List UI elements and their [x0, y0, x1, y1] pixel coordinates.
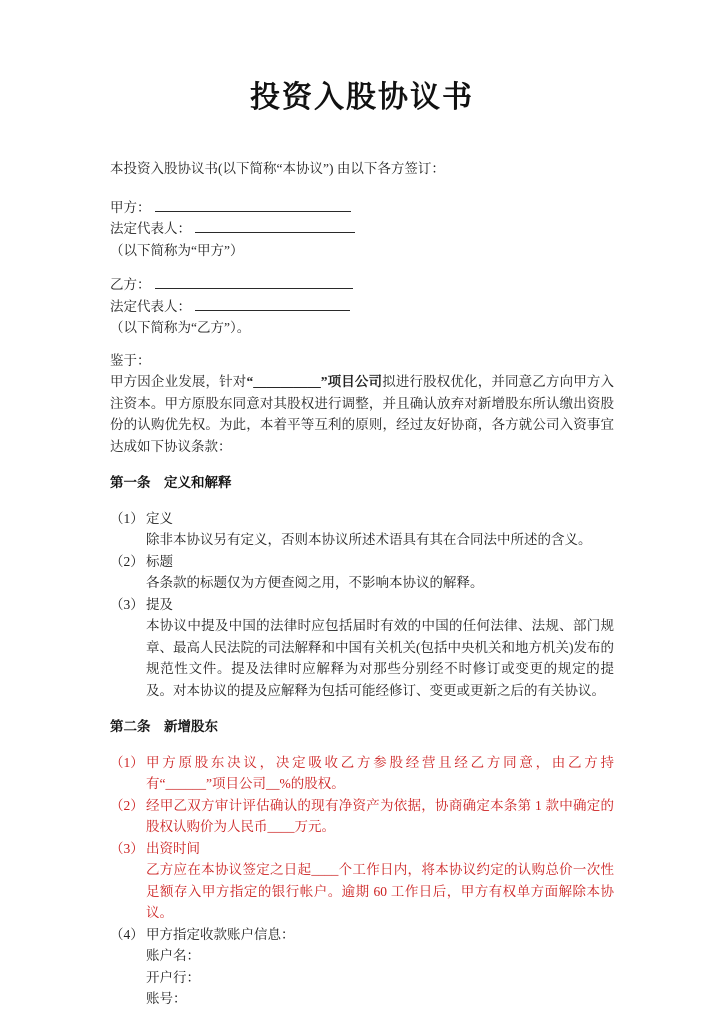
party-a-rep-label: 法定代表人： — [110, 221, 191, 236]
party-b-rep-label: 法定代表人： — [110, 298, 191, 314]
clause-2-2-number: （2） — [110, 797, 144, 813]
party-a-rep-blank — [195, 219, 355, 233]
clause-1-2-title: 标题 — [146, 553, 173, 569]
article-1-list — [110, 508, 614, 702]
clause-1-3-number: （3） — [110, 596, 144, 612]
clause-1-3 — [110, 594, 614, 702]
party-b-name-blank — [155, 275, 353, 289]
clause-2-3-body: 乙方应在本协议签定之日起____个工作日内，将本协议约定的认购总价一次性足额存入甲方指定的银行帐户。逾期 60 工作日后，甲方有权单方面解除本协议。 — [146, 862, 614, 920]
clause-1-3-title: 提及 — [146, 596, 173, 612]
recitals-text-pre: 甲方因企业发展，针对 — [110, 374, 247, 389]
party-a-rep-line — [110, 218, 614, 240]
intro-paragraph: 本投资入股协议书(以下简称“本协议”) 由以下各方签订： — [110, 161, 445, 176]
clause-1-1 — [110, 508, 614, 551]
clause-2-2 — [110, 795, 614, 838]
party-b-alias: （以下简称为“乙方”）。 — [110, 320, 251, 335]
clause-1-1-title: 定义 — [146, 510, 173, 526]
article-2-heading: 第二条 新增股东 — [110, 719, 218, 734]
clause-2-3 — [110, 838, 614, 924]
recitals-paragraph — [110, 371, 614, 457]
clause-1-1-body: 除非本协议另有定义，否则本协议所述术语具有其在合同法中所述的含义。 — [146, 532, 592, 547]
clause-2-1 — [110, 752, 614, 795]
clause-1-2 — [110, 551, 614, 594]
article-1-heading: 第一条 定义和解释 — [110, 475, 232, 490]
party-a-block — [110, 197, 614, 262]
party-b-block — [110, 274, 614, 339]
clause-1-3-body: 本协议中提及中国的法律时应包括届时有效的中国的任何法律、法规、部门规章、最高人民法院的司法解释和中国有关机关(包括中央机关和地方机关)发布的规范性文件。提及法律时应解释为对那些分别经不时修订或变更的规定的提及。对本协议的提及应解释为包括可能经修订、变更或更新之后的有关协议。 — [146, 618, 614, 698]
clause-1-1-number: （1） — [110, 510, 144, 526]
clause-2-3-number: （3） — [110, 840, 144, 856]
party-a-alias: （以下简称为“甲方”） — [110, 242, 244, 258]
account-info-block — [110, 945, 614, 1010]
document-title: 投资入股协议书 — [250, 81, 474, 114]
recitals-section — [110, 350, 614, 458]
clause-1-2-number: （2） — [110, 553, 144, 569]
party-a-name-label: 甲方： — [110, 199, 151, 215]
party-a-name-blank — [155, 198, 351, 212]
article-2-list — [110, 752, 614, 1010]
account-bank-label: 开户行： — [146, 969, 200, 985]
clause-2-3-title: 出资时间 — [146, 840, 200, 856]
recitals-text-post: 拟进行股权优化，并同意乙方向甲方入注资本。甲方原股东同意对其股权进行调整，并且确认放弃对新增股东所认缴出资股份的认购优先权。为此，本着平等互利的原则，经过友好协商，各方就公司入资事宜达成如下协议条款： — [110, 374, 615, 454]
party-a-name-line — [110, 197, 614, 219]
party-b-rep-line — [110, 296, 614, 318]
clause-2-4-title: 甲方指定收款账户信息： — [146, 926, 295, 942]
account-name-label: 账户名： — [146, 948, 200, 963]
clause-1-2-body: 各条款的标题仅为方便查阅之用，不影响本协议的解释。 — [146, 575, 484, 590]
clause-2-1-body: 甲方原股东决议，决定吸收乙方参股经营且经乙方同意，由乙方持有“______”项目公司__%的股权。 — [146, 754, 614, 791]
account-number-label: 账号： — [146, 991, 187, 1006]
recitals-label: 鉴于： — [110, 352, 151, 368]
party-b-name-label: 乙方： — [110, 277, 151, 292]
party-b-name-line — [110, 274, 614, 296]
clause-2-4-number: （4） — [110, 926, 144, 942]
recitals-project-blank: “__________”项目公司 — [246, 374, 383, 389]
clause-2-1-number: （1） — [110, 754, 144, 770]
party-b-rep-blank — [195, 297, 350, 311]
clause-2-4 — [110, 924, 614, 946]
clause-2-2-body: 经甲乙双方审计评估确认的现有净资产为依据，协商确定本条第 1 款中确定的股权认购价为人民币____万元。 — [146, 797, 614, 834]
